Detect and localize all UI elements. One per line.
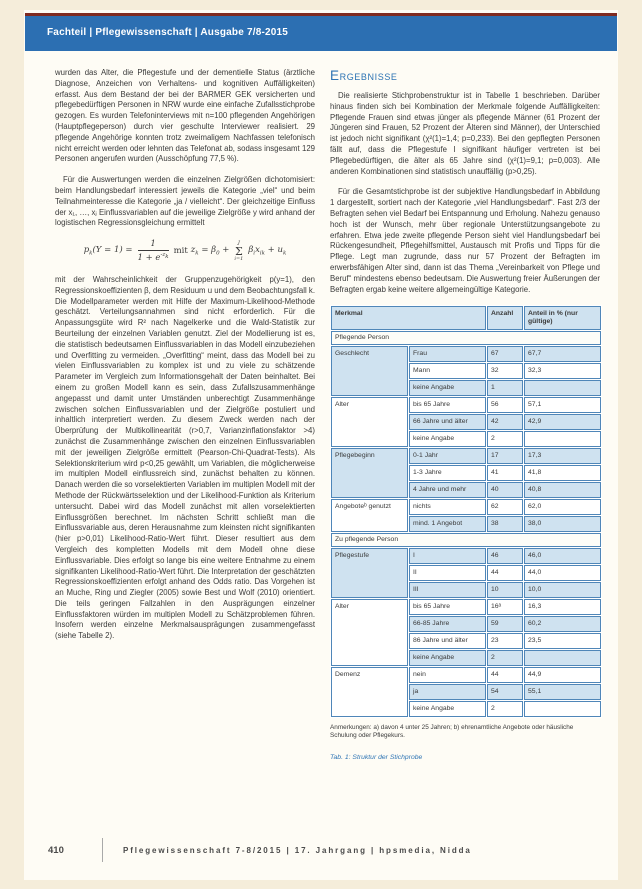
table-attribute-cell: keine Angabe — [409, 380, 486, 396]
table-attribute-cell: 66-85 Jahre — [409, 616, 486, 632]
table-percent-cell: 44,9 — [524, 667, 601, 683]
table-header-row — [331, 306, 601, 330]
table-percent-cell: 62,0 — [524, 499, 601, 515]
table-section-row — [331, 533, 601, 547]
table-attribute-cell: I — [409, 548, 486, 564]
paragraph-methods-1: wurden das Alter, die Pflegestufe und der dementielle Status (ärztliche Diagnose, Anzeichen von Verhaltens- und kognitiven Auffälligkeiten) erfasst. Aus dem Bestand der bei der BARMER GEK versicherten und pflegebedürftigen Personen in NRW wurde eine einfache Zufallsstichprobe gezogen. Es wurden Telefoninterviews mit n=100 pflegenden Angehörigen (Hauptpflegeperson) durch vier geschulte Interviewer realisiert. 29 pflegende Angehörige konnten trotz zweimaligem Nachfassen telefonisch nicht erreicht werden oder lehnten das Telefonat ab, sodass insgesamt 129 Personen angerufen wurden (Ausschöpfung 77,5 %). — [55, 68, 315, 164]
table-category-cell: Pflegebeginn — [331, 448, 408, 498]
table-attribute-cell: III — [409, 582, 486, 598]
table-count-cell: 16ᵃ — [487, 599, 523, 615]
table-attribute-cell: nein — [409, 667, 486, 683]
page-number: 410 — [48, 844, 64, 856]
paragraph-methods-3: mit der Wahrscheinlichkeit der Gruppenzugehörigkeit p(y=1), den Regressionskoeffizienten β, dem Residuum u und dem Beobachtungsfall k. Die Modellparameter werden mit Hilfe der Maximum-Likelihood-Methode geschätzt. Verteilungsannahmen sind nicht erforderlich. Für die Anpassungsgüte wird R² nach Nagelkerke und die Wald-Statistik zur Beurteilung der einzelnen Variablen genutzt. Ziel der Modellierung ist es, die statistisch bedeutsamen Einflussvariablen in das Modell einzubeziehen und Overfitting zu vermeiden. „Overfitting“ meint, dass das Modell bei zu vielen Einflussvariablen zu komplex ist und zu viele zu schätzende Parameter im Vergleich zum Informationsgehalt der Daten beinhaltet. Bei einem zu großen Modell kann es sein, dass Zufallszusammenhänge angepasst und damit unter Umständen unberechtigt Zusammenhänge zwischen solchen Einflussvariablen und der Zielgröße postuliert und inhaltlich interpretiert werden. Zu diesem Zweck werden nach der Überprüfung der Multikollinearität (r>0,7, Varianzinflationsfaktor >4) zunächst die Zusammenhänge zwischen den einzelnen Einflussvariablen mit der jeweiligen Zielgröße ermittelt (Pearson-Chi-Quadrat-Tests). Als Selektionskriterium wird p<0,25 gewählt, um Variablen, die möglicherweise im multiplen Modell einflussreich sind, zunächst behalten zu können. Danach werden die so vorselektierten Variablen im multiplen Modell mit der Methode der Rückwärtsselektion und der Likelihood-Funktion als Kriterium untersucht. Dabei wird das Modell zunächst mit allen vorselektierten Einflussgrößen berechnet. Im nächsten Schritt schließt man die Einflussvariable aus, deren Herausnahme zum kleinsten nicht signifikanten (hier p>0,01) Likelihood-Ratio-Wert führt. Dieser resultiert aus dem Vergleich des kompletten Modells mit dem Modell ohne diese Einflussvariable. Dies erfolgt so lange bis eine weitere Entnahme zu einem signifikanten Likelihood-Ratio-Wert führt. Die Interpretation der geschätzten Regressionskoeffizienten erfolgt anhand des Odds ratio. Das Vorgehen ist an Muche, Ring und Ziegler (2005) sowie Best und Wolf (2010) orientiert. Die teils geringen Fallzahlen in den Ausprägungen einzelner Einflussfaktoren würden im multiplen Modell zu Schätzproblemen führen. Insofern werden einzelne Merkmalsausprägungen zusammengefasst (siehe Tabelle 2). — [55, 274, 315, 641]
table-count-cell: 10 — [487, 582, 523, 598]
header-bar — [25, 13, 617, 51]
journal-info: Pflegewissenschaft 7-8/2015 | 17. Jahrgang | hpsmedia, Nidda — [123, 845, 472, 855]
table-percent-cell — [524, 701, 601, 717]
table-attribute-cell: bis 65 Jahre — [409, 397, 486, 413]
table-category-cell: Geschlecht — [331, 346, 408, 396]
table-percent-cell: 38,0 — [524, 516, 601, 532]
table-count-cell: 17 — [487, 448, 523, 464]
table-count-cell: 62 — [487, 499, 523, 515]
table-header-anzahl: Anzahl — [487, 306, 523, 330]
table-count-cell: 42 — [487, 414, 523, 430]
table-attribute-cell: nichts — [409, 499, 486, 515]
table-count-cell: 56 — [487, 397, 523, 413]
table-count-cell: 2 — [487, 701, 523, 717]
header-bar-text: Fachteil | Pflegewissenschaft | Ausgabe 7/8-2015 — [47, 27, 289, 38]
formula-lhs: $p_k(Y = 1)$ = — [83, 245, 133, 257]
table-percent-cell: 55,1 — [524, 684, 601, 700]
article-body — [55, 68, 600, 761]
table-category-cell: Alter — [331, 599, 408, 666]
table-percent-cell: 60,2 — [524, 616, 601, 632]
table-attribute-cell: 86 Jahre und älter — [409, 633, 486, 649]
table-count-cell: 46 — [487, 548, 523, 564]
table-header-merkmal: Merkmal — [331, 306, 486, 330]
table-count-cell: 32 — [487, 363, 523, 379]
table-attribute-cell: Frau — [409, 346, 486, 362]
table-attribute-cell: 4 Jahre und mehr — [409, 482, 486, 498]
page-footer — [48, 838, 472, 862]
table-header-anteil: Anteil in % (nur gültige) — [524, 306, 601, 330]
table-row — [331, 397, 601, 413]
table-attribute-cell: II — [409, 565, 486, 581]
table-percent-cell: 44,0 — [524, 565, 601, 581]
table-row — [331, 448, 601, 464]
table-caption: Tab. 1: Struktur der Stichprobe — [330, 753, 423, 761]
table-row — [331, 548, 601, 564]
table-percent-cell: 67,7 — [524, 346, 601, 362]
table-section-title: Pflegende Person — [331, 331, 601, 345]
table-attribute-cell: 0-1 Jahr — [409, 448, 486, 464]
formula-fraction: $\frac{1}{1 + e^{-z_k}}$ — [137, 239, 169, 263]
table-attribute-cell: mind. 1 Angebot — [409, 516, 486, 532]
table-percent-cell: 42,9 — [524, 414, 601, 430]
results-heading: Ergebnisse — [330, 68, 398, 83]
table-section-row — [331, 331, 601, 345]
footer-divider — [102, 838, 103, 862]
table-percent-cell: 41,8 — [524, 465, 601, 481]
table-attribute-cell: 1-3 Jahre — [409, 465, 486, 481]
table-percent-cell: 46,0 — [524, 548, 601, 564]
table-count-cell: 23 — [487, 633, 523, 649]
table-count-cell: 2 — [487, 650, 523, 666]
sample-structure-table — [330, 305, 602, 718]
table-count-cell: 1 — [487, 380, 523, 396]
right-column — [330, 68, 600, 761]
regression-formula — [55, 239, 315, 263]
table-percent-cell: 23,5 — [524, 633, 601, 649]
table-notes: Anmerkungen: a) davon 4 unter 25 Jahren; b) ehrenamtliche Angebote oder häusliche Schulung oder Pflegekurs. — [330, 724, 574, 740]
table-count-cell: 38 — [487, 516, 523, 532]
formula-terms: $\beta_ix_{ik} + u_k$ — [248, 245, 287, 257]
table-row — [331, 599, 601, 615]
table-count-cell: 40 — [487, 482, 523, 498]
table-category-cell: Demenz — [331, 667, 408, 717]
table-percent-cell — [524, 431, 601, 447]
table-category-cell: Angeboteᵇ genutzt — [331, 499, 408, 532]
table-percent-cell: 16,3 — [524, 599, 601, 615]
formula-z-definition: $z_k = \beta_0$ + — [190, 245, 230, 257]
table-percent-cell — [524, 380, 601, 396]
table-count-cell: 59 — [487, 616, 523, 632]
table-row — [331, 499, 601, 515]
table-percent-cell — [524, 650, 601, 666]
table-percent-cell: 32,3 — [524, 363, 601, 379]
table-row — [331, 346, 601, 362]
table-category-cell: Alter — [331, 397, 408, 447]
table-attribute-cell: bis 65 Jahre — [409, 599, 486, 615]
left-column — [55, 68, 315, 761]
table-attribute-cell: keine Angabe — [409, 650, 486, 666]
table-percent-cell: 10,0 — [524, 582, 601, 598]
paragraph-results-2: Für die Gesamtstichprobe ist der subjektive Handlungsbedarf in Abbildung 1 dargestellt, sortiert nach der Kategorie „viel Handlungsbedarf“. Fast 2/3 der Befragten sehen viel Bedarf bei Entspannung und Erholung. Nahezu genauso hoch ist der Wunsch, mehr über regionale Unterstützungsangebote zu erfahren. Etwa jede zweite pflegende Person sieht viel Handlungsbedarf bei Rückengesundheit, Pflegehilfsmittel, Austausch mit Profis und Tipps für die Pflege. Legt man zugrunde, dass nur 57 Prozent der Befragten im erwerbsfähigen Alter sind, dann ist das Thema „Vereinbarkeit von Pflege und Beruf“ mindestens ebenso bedeutsam. Die Auswertung freier Äußerungen der Befragten ergab keine weitere allgemeingültige Kategorie. — [330, 187, 600, 294]
table-row — [331, 667, 601, 683]
formula-mit: mit — [173, 246, 188, 257]
formula-sum: J Σ i=1 — [234, 239, 244, 262]
table-count-cell: 44 — [487, 667, 523, 683]
table-count-cell: 2 — [487, 431, 523, 447]
table-section-title: Zu pflegende Person — [331, 533, 601, 547]
table-count-cell: 44 — [487, 565, 523, 581]
table-percent-cell: 57,1 — [524, 397, 601, 413]
table-count-cell: 67 — [487, 346, 523, 362]
table-attribute-cell: ja — [409, 684, 486, 700]
paragraph-methods-2: Für die Auswertungen werden die einzelnen Zielgrößen dichotomisiert: beim Handlungsbedarf interessiert jeweils die Kategorie „viel“ und beim Teilnahmeinteresse die Kategorie „ja / vielleicht“. Der gleichzeitige Einfluss der x₁, …, xⱼ Einflussvariablen auf die jeweilige Zielgröße y wird anhand der logistischen Regressionsgleichung ermittelt — [55, 175, 315, 228]
table-attribute-cell: Mann — [409, 363, 486, 379]
table-count-cell: 54 — [487, 684, 523, 700]
table-percent-cell: 40,8 — [524, 482, 601, 498]
table-category-cell: Pflegestufe — [331, 548, 408, 598]
table-count-cell: 41 — [487, 465, 523, 481]
table-attribute-cell: keine Angabe — [409, 701, 486, 717]
table-percent-cell: 17,3 — [524, 448, 601, 464]
table-attribute-cell: 66 Jahre und älter — [409, 414, 486, 430]
paragraph-results-1: Die realisierte Stichprobenstruktur ist in Tabelle 1 beschrieben. Darüber hinaus finden sich bei Kombination der Merkmale folgende Auffälligkeiten: Pflegende Frauen sind etwas jünger als pflegende Männer (61 Prozent der Jüngeren sind Frauen, 52 Prozent der Älteren sind Männer), der Unterschied ist jedoch nicht signifikant (χ²(1)=1,4; p=0,233). Bei den gepflegten Personen fällt auf, dass die Pflegestufe I signifikant häufiger vertreten ist bei Pflegebedürftigen, die älter als 65 Jahre sind (χ²(1)=9,1; p=0,003). Alle anderen Kombinationen sind statistisch unauffällig (p>0,25). — [330, 91, 600, 176]
table-attribute-cell: keine Angabe — [409, 431, 486, 447]
